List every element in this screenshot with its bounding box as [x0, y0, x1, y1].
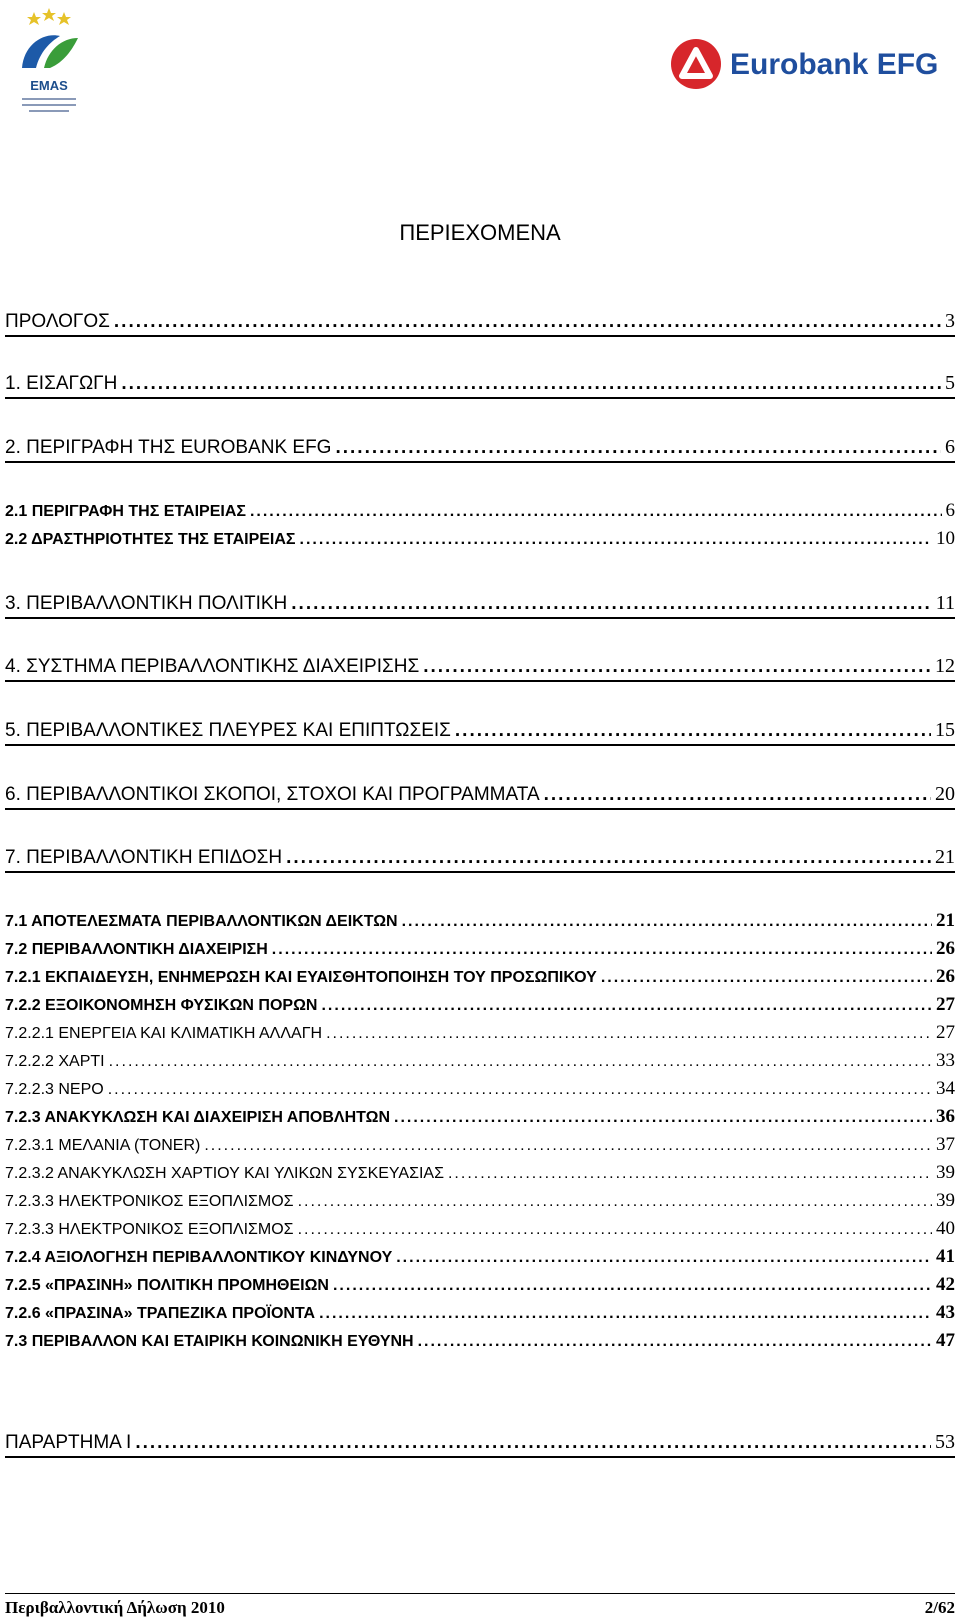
toc-entry-label: 2.2 ΔΡΑΣΤΗΡΙΟΤΗΤΕΣ ΤΗΣ ΕΤΑΙΡΕΙΑΣ — [5, 531, 296, 548]
toc-entry[interactable] — [5, 1134, 955, 1156]
toc-leader-dots — [402, 913, 932, 931]
toc-leader-dots — [109, 1053, 932, 1071]
eurobank-logo — [670, 38, 960, 98]
toc-leader-dots — [544, 784, 931, 806]
toc-entry-page: 12 — [935, 655, 955, 677]
toc-entry-page: 26 — [936, 938, 955, 959]
toc-entry[interactable] — [5, 592, 955, 619]
toc-entry-label: ΠΑΡΑΡΤΗΜΑ Ι — [5, 1432, 132, 1453]
toc-entry-page: 27 — [936, 994, 955, 1015]
toc-entry[interactable] — [5, 938, 955, 960]
toc-entry-page: 39 — [936, 1162, 955, 1183]
toc-title: ΠΕΡΙΕΧΟΜΕΝΑ — [399, 220, 561, 245]
toc-entry-label: 7.2.3.2 ΑΝΑΚΥΚΛΩΣΗ ΧΑΡΤΙΟΥ ΚΑΙ ΥΛΙΚΩΝ ΣΥΣΚΕΥΑΣΙΑΣ — [5, 1165, 444, 1182]
toc-leader-dots — [394, 1109, 932, 1127]
toc-entry-label: 2. ΠΕΡΙΓΡΑΦΗ ΤΗΣ EUROBANK EFG — [5, 437, 332, 458]
toc-leader-dots — [298, 1193, 932, 1211]
toc-leader-dots — [204, 1137, 932, 1155]
toc-entry-label: 2.1 ΠΕΡΙΓΡΑΦΗ ΤΗΣ ΕΤΑΙΡΕΙΑΣ — [5, 503, 246, 520]
toc-entry-label: 1. ΕΙΣΑΓΩΓΗ — [5, 373, 118, 394]
toc-entry-label: 7.2.2.1 ΕΝΕΡΓΕΙΑ ΚΑΙ ΚΛΙΜΑΤΙΚΗ ΑΛΛΑΓΗ — [5, 1025, 323, 1042]
toc-leader-dots — [448, 1165, 932, 1183]
eurobank-brand-name: Eurobank EFG — [730, 48, 939, 81]
emas-caption: EMAS — [30, 78, 68, 93]
toc-entry[interactable] — [5, 1050, 955, 1072]
toc-entry-page: 27 — [936, 1022, 955, 1043]
toc-entry-page: 26 — [936, 966, 955, 987]
toc-entry[interactable] — [5, 436, 955, 463]
toc-entry-page: 53 — [935, 1431, 955, 1453]
toc-leader-dots — [300, 531, 932, 549]
toc-leader-dots — [135, 1432, 931, 1454]
toc-entry-page: 42 — [936, 1274, 955, 1295]
toc-leader-dots — [286, 847, 931, 869]
toc-leader-dots — [114, 311, 941, 333]
toc-entry[interactable] — [5, 1190, 955, 1212]
toc-entry-label: 7.2.3 ΑΝΑΚΥΚΛΩΣΗ ΚΑΙ ΔΙΑΧΕΙΡΙΣΗ ΑΠΟΒΛΗΤΩΝ — [5, 1109, 391, 1126]
toc-leader-dots — [335, 437, 941, 459]
toc-entry-label: 7. ΠΕΡΙΒΑΛΛΟΝΤΙΚΗ ΕΠΙΔΟΣΗ — [5, 847, 283, 868]
toc-entry-page: 21 — [936, 910, 955, 931]
eurobank-mark-icon — [670, 38, 722, 90]
toc-entry-label: 7.2 ΠΕΡΙΒΑΛΛΟΝΤΙΚΗ ΔΙΑΧΕΙΡΙΣΗ — [5, 941, 268, 958]
toc-entry-label: 7.2.5 «ΠΡΑΣΙΝΗ» ΠΟΛΙΤΙΚΗ ΠΡΟΜΗΘΕΙΩΝ — [5, 1277, 329, 1294]
toc-entry[interactable] — [5, 719, 955, 746]
toc-entry-label: 7.2.3.1 ΜΕΛΑΝΙΑ (TONER) — [5, 1137, 201, 1154]
toc-entry[interactable] — [5, 1246, 955, 1268]
toc-entry-page: 5 — [945, 372, 955, 394]
toc-entry-page: 37 — [936, 1134, 955, 1155]
toc-entry[interactable] — [5, 500, 955, 522]
toc-entry-label: 4. ΣΥΣΤΗΜΑ ΠΕΡΙΒΑΛΛΟΝΤΙΚΗΣ ΔΙΑΧΕΙΡΙΣΗΣ — [5, 656, 420, 677]
toc-entry[interactable] — [5, 910, 955, 932]
emas-subtext-line — [22, 104, 76, 106]
toc-entry[interactable] — [5, 966, 955, 988]
toc-entry[interactable] — [5, 1431, 955, 1458]
toc-leader-dots — [326, 1025, 932, 1043]
toc-entry-page: 47 — [936, 1330, 955, 1351]
footer-document-title: Περιβαλλοντική Δήλωση 2010 — [5, 1598, 225, 1617]
toc-leader-dots — [291, 593, 931, 615]
toc-entry-page: 40 — [936, 1218, 955, 1239]
toc-entry-label: 7.2.3.3 ΗΛΕΚΤΡΟΝΙΚΟΣ ΕΞΟΠΛΙΣΜΟΣ — [5, 1193, 294, 1210]
toc-leader-dots — [418, 1333, 932, 1351]
toc-leader-dots — [108, 1081, 932, 1099]
toc-entry-label: 7.2.2.3 ΝΕΡΟ — [5, 1081, 104, 1098]
toc-entry-page: 10 — [936, 528, 955, 549]
toc-leader-dots — [319, 1305, 932, 1323]
toc-leader-dots — [333, 1277, 932, 1295]
toc-leader-dots — [396, 1249, 932, 1267]
toc-leader-dots — [423, 656, 931, 678]
toc-entry-page: 6 — [945, 436, 955, 458]
toc-entry-label: 7.1 ΑΠΟΤΕΛΕΣΜΑΤΑ ΠΕΡΙΒΑΛΛΟΝΤΙΚΩΝ ΔΕΙΚΤΩΝ — [5, 913, 398, 930]
toc-entry[interactable] — [5, 528, 955, 550]
toc-entry-label: 6. ΠΕΡΙΒΑΛΛΟΝΤΙΚΟΙ ΣΚΟΠΟΙ, ΣΤΟΧΟΙ ΚΑΙ ΠΡΟΓΡΑΜΜΑΤΑ — [5, 784, 540, 805]
emas-subtext-line — [22, 98, 76, 100]
toc-entry-label: 3. ΠΕΡΙΒΑΛΛΟΝΤΙΚΗ ΠΟΛΙΤΙΚΗ — [5, 593, 288, 614]
toc-leader-dots — [298, 1221, 932, 1239]
toc-entry-page: 21 — [935, 846, 955, 868]
toc-entry-label: 7.2.1 ΕΚΠΑΙΔΕΥΣΗ, ΕΝΗΜΕΡΩΣΗ ΚΑΙ ΕΥΑΙΣΘΗΤΟΠΟΙΗΣΗ ΤΟΥ ΠΡΟΣΩΠΙΚΟΥ — [5, 969, 597, 986]
toc-entry-page: 33 — [936, 1050, 955, 1071]
toc-entry-label: 5. ΠΕΡΙΒΑΛΛΟΝΤΙΚΕΣ ΠΛΕΥΡΕΣ ΚΑΙ ΕΠΙΠΤΩΣΕΙΣ — [5, 720, 451, 741]
toc-entry[interactable] — [5, 1218, 955, 1240]
toc-entry[interactable] — [5, 1162, 955, 1184]
toc-entry-page: 36 — [936, 1106, 955, 1127]
toc-entry-page: 34 — [936, 1078, 955, 1099]
toc-entry[interactable] — [5, 1302, 955, 1324]
toc-entry-label: 7.2.4 ΑΞΙΟΛΟΓΗΣΗ ΠΕΡΙΒΑΛΛΟΝΤΙΚΟΥ ΚΙΝΔΥΝΟΥ — [5, 1249, 393, 1266]
toc-entry-page: 11 — [935, 592, 955, 614]
toc-entry-page: 15 — [935, 719, 955, 741]
toc-entry-page: 43 — [936, 1302, 955, 1323]
toc-leader-dots — [121, 373, 941, 395]
toc-entry[interactable] — [5, 1078, 955, 1100]
toc-entry[interactable] — [5, 783, 955, 810]
toc-leader-dots — [272, 941, 932, 959]
toc-leader-dots — [321, 997, 932, 1015]
toc-entry[interactable] — [5, 994, 955, 1016]
toc-entry[interactable] — [5, 655, 955, 682]
toc-entry-label: 7.3 ΠΕΡΙΒΑΛΛΟΝ ΚΑΙ ΕΤΑΙΡΙΚΗ ΚΟΙΝΩΝΙΚΗ ΕΥΘΥΝΗ — [5, 1333, 414, 1350]
toc-entry-label: 7.2.2.2 ΧΑΡΤΙ — [5, 1053, 105, 1070]
emas-subtext-line — [29, 110, 69, 112]
toc-entry-label: 7.2.6 «ΠΡΑΣΙΝΑ» ΤΡΑΠΕΖΙΚΑ ΠΡΟΪΟΝΤΑ — [5, 1305, 316, 1322]
toc-entry[interactable] — [5, 372, 955, 399]
toc-entry-page: 20 — [935, 783, 955, 805]
toc-entry[interactable] — [5, 310, 955, 337]
toc-entry[interactable] — [5, 846, 955, 873]
toc-entry-page: 39 — [936, 1190, 955, 1211]
toc-entry-page: 3 — [945, 310, 955, 332]
toc-leader-dots — [250, 503, 942, 521]
footer-page-indicator: 2/62 — [924, 1598, 955, 1617]
page-footer — [5, 1593, 955, 1617]
toc-leader-dots — [601, 969, 932, 987]
toc-leader-dots — [455, 720, 931, 742]
toc-entry-page: 6 — [945, 500, 955, 521]
toc-entry-page: 41 — [936, 1246, 955, 1267]
toc-entry[interactable] — [5, 1274, 955, 1296]
toc-entry-label: 7.2.3.3 ΗΛΕΚΤΡΟΝΙΚΟΣ ΕΞΟΠΛΙΣΜΟΣ — [5, 1221, 294, 1238]
toc-entry[interactable] — [5, 1022, 955, 1044]
toc-entry-label: ΠΡΟΛΟΓΟΣ — [5, 311, 110, 332]
toc-entry-label: 7.2.2 ΕΞΟΙΚΟΝΟΜΗΣΗ ΦΥΣΙΚΩΝ ΠΟΡΩΝ — [5, 997, 318, 1014]
toc-entry[interactable] — [5, 1330, 955, 1352]
toc-entry[interactable] — [5, 1106, 955, 1128]
emas-logo — [14, 6, 84, 124]
emas-emblem-icon — [14, 6, 84, 76]
